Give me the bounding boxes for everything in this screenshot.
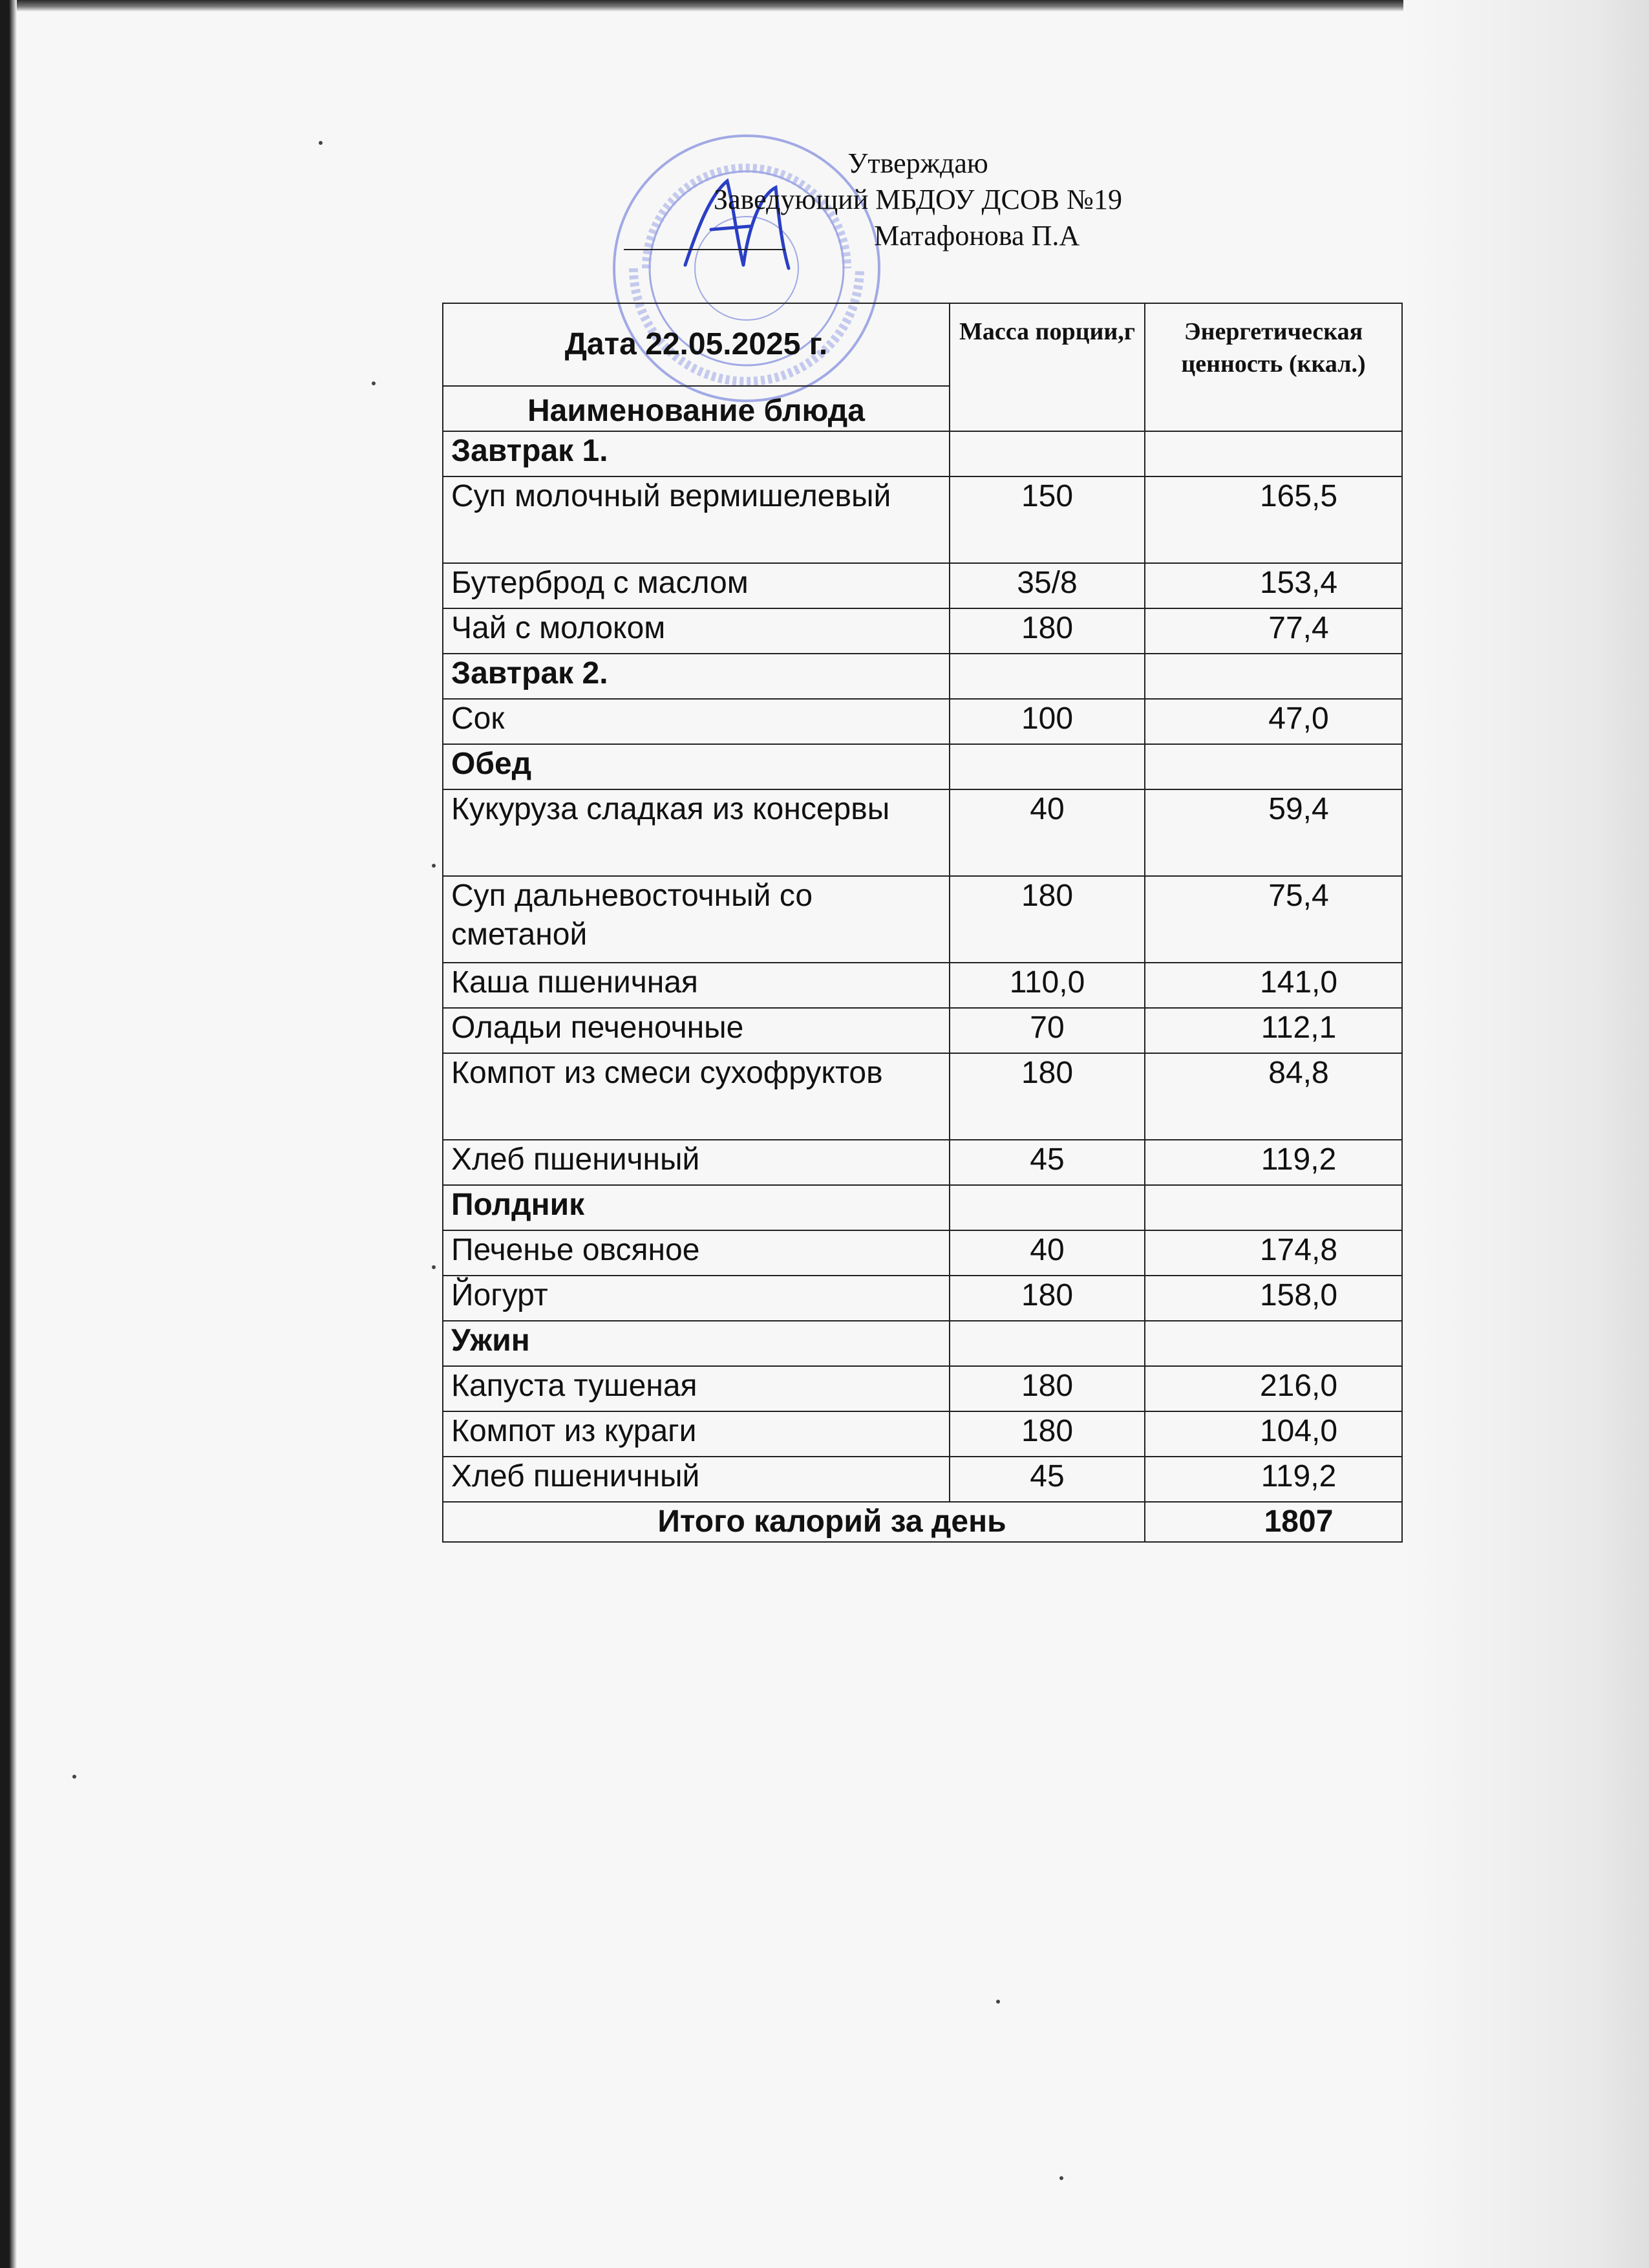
portion-mass: 40 — [950, 789, 1145, 876]
portion-mass: 180 — [950, 1053, 1145, 1140]
energy-value — [1145, 431, 1402, 476]
dish-name: Бутерброд с маслом — [443, 563, 950, 608]
signature-blank — [624, 218, 785, 250]
table-row — [443, 563, 1402, 608]
section-row — [443, 431, 1402, 476]
dish-name: Каша пшеничная — [443, 963, 950, 1008]
table-row — [443, 1457, 1402, 1502]
menu-body — [443, 431, 1402, 1502]
energy-value: 165,5 — [1145, 476, 1402, 563]
scan-edge-left — [0, 0, 17, 2268]
energy-value — [1145, 744, 1402, 789]
portion-mass: 180 — [950, 1366, 1145, 1411]
table-row — [443, 876, 1402, 963]
section-row — [443, 744, 1402, 789]
table-row — [443, 1140, 1402, 1185]
table-row — [443, 699, 1402, 744]
energy-value: 174,8 — [1145, 1230, 1402, 1276]
portion-mass: 180 — [950, 1411, 1145, 1457]
portion-mass: 45 — [950, 1140, 1145, 1185]
dish-name: Оладьи печеночные — [443, 1008, 950, 1053]
portion-mass: 180 — [950, 1276, 1145, 1321]
portion-mass — [950, 431, 1145, 476]
portion-mass: 150 — [950, 476, 1145, 563]
energy-value: 158,0 — [1145, 1276, 1402, 1321]
menu-table — [442, 303, 1403, 1543]
table-row — [443, 1230, 1402, 1276]
dish-name: Капуста тушеная — [443, 1366, 950, 1411]
energy-value — [1145, 654, 1402, 699]
signature-line — [582, 218, 1254, 254]
energy-value: 84,8 — [1145, 1053, 1402, 1140]
approval-title: Утверждаю — [847, 147, 988, 179]
section-title: Обед — [443, 744, 950, 789]
section-row — [443, 654, 1402, 699]
scan-speck — [72, 1775, 76, 1779]
energy-value — [1145, 1185, 1402, 1230]
dish-name: Хлеб пшеничный — [443, 1457, 950, 1502]
portion-mass — [950, 1185, 1145, 1230]
dish-name: Хлеб пшеничный — [443, 1140, 950, 1185]
table-row — [443, 1411, 1402, 1457]
table-row — [443, 476, 1402, 563]
portion-mass: 100 — [950, 699, 1145, 744]
energy-value: 104,0 — [1145, 1411, 1402, 1457]
table-row — [443, 789, 1402, 876]
section-title: Полдник — [443, 1185, 950, 1230]
scan-edge-top — [0, 0, 1649, 12]
portion-mass: 70 — [950, 1008, 1145, 1053]
portion-mass: 180 — [950, 876, 1145, 963]
dish-name: Йогурт — [443, 1276, 950, 1321]
scan-edge-right — [1403, 0, 1649, 2268]
dish-name: Компот из смеси сухофруктов — [443, 1053, 950, 1140]
portion-mass: 40 — [950, 1230, 1145, 1276]
energy-value: 141,0 — [1145, 963, 1402, 1008]
portion-mass: 110,0 — [950, 963, 1145, 1008]
energy-value: 77,4 — [1145, 608, 1402, 654]
dish-name-header: Наименование блюда — [443, 386, 950, 431]
energy-value: 216,0 — [1145, 1366, 1402, 1411]
portion-mass: 45 — [950, 1457, 1145, 1502]
portion-mass — [950, 744, 1145, 789]
mass-header: Масса порции,г — [950, 303, 1145, 431]
portion-mass: 35/8 — [950, 563, 1145, 608]
scan-speck — [432, 864, 436, 868]
scan-speck — [1059, 2176, 1063, 2180]
table-row — [443, 1053, 1402, 1140]
portion-mass — [950, 654, 1145, 699]
table-row — [443, 1008, 1402, 1053]
energy-value: 47,0 — [1145, 699, 1402, 744]
scan-speck — [319, 141, 323, 145]
approval-block — [582, 145, 1254, 254]
dish-name: Кукуруза сладкая из консервы — [443, 789, 950, 876]
energy-value: 153,4 — [1145, 563, 1402, 608]
energy-value: 119,2 — [1145, 1457, 1402, 1502]
portion-mass: 180 — [950, 608, 1145, 654]
total-value: 1807 — [1145, 1502, 1402, 1542]
date-header: Дата 22.05.2025 г. — [443, 303, 950, 386]
portion-mass — [950, 1321, 1145, 1366]
table-row — [443, 608, 1402, 654]
dish-name: Суп молочный вермишелевый — [443, 476, 950, 563]
section-row — [443, 1185, 1402, 1230]
section-row — [443, 1321, 1402, 1366]
energy-value: 75,4 — [1145, 876, 1402, 963]
section-title: Ужин — [443, 1321, 950, 1366]
scan-speck — [996, 2000, 1000, 2004]
section-title: Завтрак 2. — [443, 654, 950, 699]
energy-header: Энергетическая ценность (ккал.) — [1145, 303, 1402, 431]
table-row — [443, 1276, 1402, 1321]
dish-name: Суп дальневосточный со сметаной — [443, 876, 950, 963]
energy-value: 119,2 — [1145, 1140, 1402, 1185]
dish-name: Печенье овсяное — [443, 1230, 950, 1276]
dish-name: Компот из кураги — [443, 1411, 950, 1457]
total-label: Итого калорий за день — [443, 1502, 1145, 1542]
scan-speck — [432, 1265, 436, 1269]
energy-value — [1145, 1321, 1402, 1366]
total-row — [443, 1502, 1402, 1542]
table-row — [443, 1366, 1402, 1411]
dish-name: Сок — [443, 699, 950, 744]
table-row — [443, 963, 1402, 1008]
dish-name: Чай с молоком — [443, 608, 950, 654]
section-title: Завтрак 1. — [443, 431, 950, 476]
scan-speck — [372, 381, 376, 385]
approver-name: Матафонова П.А — [874, 220, 1080, 251]
energy-value: 59,4 — [1145, 789, 1402, 876]
energy-value: 112,1 — [1145, 1008, 1402, 1053]
approval-position: Заведующий МБДОУ ДСОВ №19 — [714, 184, 1122, 215]
